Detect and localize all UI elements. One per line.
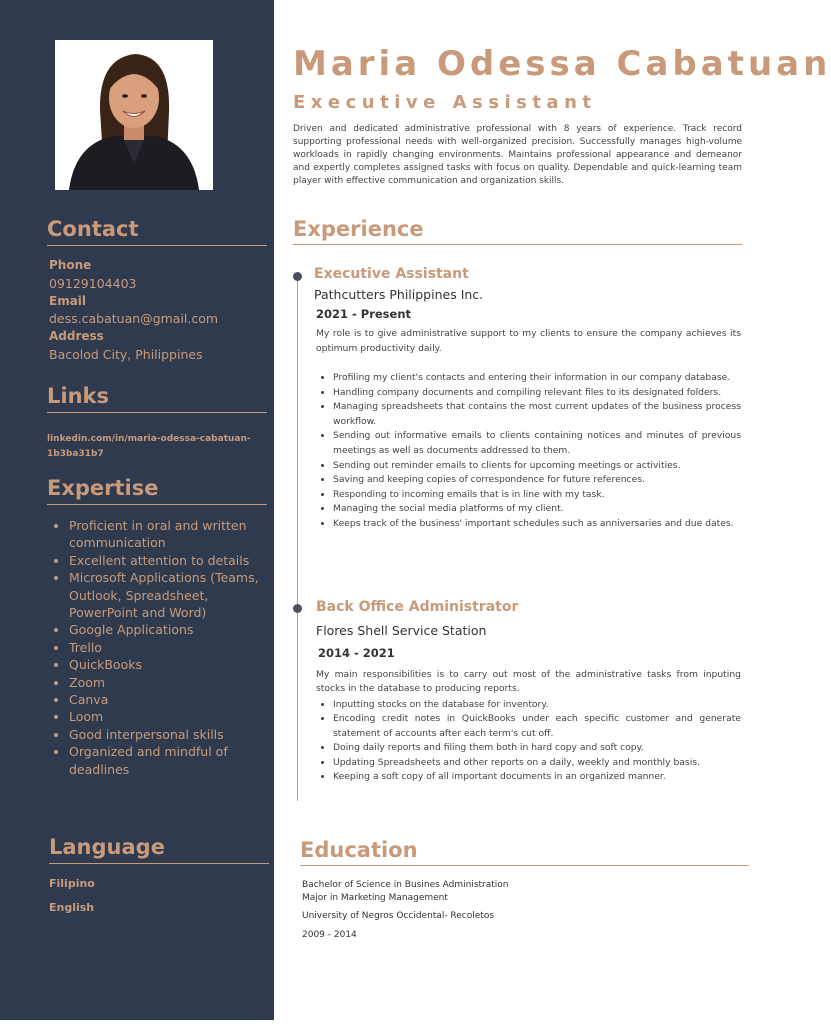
education-school: University of Negros Occidental- Recoletos [302, 911, 495, 921]
list-item: • Managing the social media platforms of my client. [333, 502, 741, 517]
education-years: 2009 - 2014 [302, 930, 357, 940]
list-item: • Keeping a soft copy of all important documents in an organized manner. [333, 770, 741, 784]
job-dates: 2021 - Present [316, 307, 412, 321]
list-item: • Good interpersonal skills [69, 726, 269, 743]
list-item: • Sending out informative emails to clients containing notices and minutes of previous meetings as well as documents addressed to them. [333, 429, 741, 458]
language-item: English [49, 901, 95, 914]
list-item: • QuickBooks [69, 656, 269, 673]
list-item: • Responding to incoming emails that is in line with my task. [333, 488, 741, 503]
job-description: My main responsibilities is to carry out most of the administrative tasks from inputing stocks in the database to producing reports. [316, 669, 741, 694]
job-title: Back Office Administrator [316, 599, 519, 615]
list-item: • Proficient in oral and written communication [69, 517, 269, 552]
list-item: • Doing daily reports and filing them both in hard copy and soft copy. [333, 741, 741, 755]
list-item: • Microsoft Applications (Teams, Outlook, Spreadsheet, PowerPoint and Word) [69, 569, 269, 621]
address-label: Address [49, 329, 104, 343]
list-item: • Encoding credit notes in QuickBooks under each specific customer and generate statement of accounts after each term's cut off. [333, 712, 741, 741]
phone-value[interactable]: 09129104403 [49, 276, 137, 291]
list-item: • Organized and mindful of deadlines [69, 743, 269, 778]
candidate-name: Maria Odessa Cabatuan [293, 44, 831, 84]
linkedin-link[interactable]: linkedin.com/in/maria-odessa-cabatuan-1b3ba31b7 [47, 434, 251, 459]
list-item: • Google Applications [69, 621, 269, 638]
experience-heading: Experience [293, 217, 742, 245]
company-name: Flores Shell Service Station [316, 623, 487, 638]
expertise-list [50, 517, 269, 778]
education-heading: Education [300, 838, 749, 866]
email-label: Email [49, 294, 87, 308]
list-item: • Profiling my client's contacts and entering their information in our company database. [333, 371, 741, 386]
candidate-role: Executive Assistant [293, 92, 597, 113]
list-item: • Saving and keeping copies of correspondence for future references. [333, 473, 741, 488]
list-item: • Updating Spreadsheets and other reports on a daily, weekly and monthly basis. [333, 756, 741, 770]
phone-label: Phone [49, 258, 92, 272]
list-item: • Loom [69, 708, 269, 725]
sidebar [0, 0, 274, 1020]
company-name: Pathcutters Philippines Inc. [314, 287, 484, 302]
list-item: • Keeps track of the business' important schedules such as anniversaries and due dates. [333, 517, 741, 532]
education-major: Major in Marketing Management [302, 893, 448, 903]
list-item: • Sending out reminder emails to clients for upcoming meetings or activities. [333, 459, 741, 474]
list-item: • Zoom [69, 674, 269, 691]
timeline-dot [293, 272, 302, 281]
list-item: • Inputting stocks on the database for inventory. [333, 698, 741, 712]
list-item: • Handling company documents and compiling relevant files to its designated folders. [333, 386, 741, 401]
expertise-heading: Expertise [47, 476, 267, 505]
summary-text: Driven and dedicated administrative professional with 8 years of experience. Track record supporting professional needs with well-organized precision. Successfully manages high-volume workloads in rapidly changing environments. Maintains professional appearance and demeanor and expertly completes assigned tasks with focus on quality. Dependable and quick-learning team player with effective communication and organization skills. [293, 124, 742, 186]
language-heading: Language [49, 835, 269, 864]
job-description: My role is to give administrative support to my clients to ensure the company achieves its optimum productivity daily. [316, 328, 741, 354]
contact-heading: Contact [47, 217, 267, 246]
list-item: • Canva [69, 691, 269, 708]
job-dates: 2014 - 2021 [318, 646, 395, 660]
job-bullets [316, 371, 741, 532]
timeline-dot [293, 604, 302, 613]
links-heading: Links [47, 384, 267, 413]
job-title: Executive Assistant [314, 266, 469, 282]
timeline-line [297, 278, 298, 801]
email-value[interactable]: dess.cabatuan@gmail.com [49, 311, 219, 326]
education-degree: Bachelor of Science in Busines Administration [302, 880, 509, 890]
list-item: • Excellent attention to details [69, 552, 269, 569]
profile-photo [55, 40, 213, 190]
job-bullets [316, 698, 741, 784]
list-item: • Managing spreadsheets that contains the most current updates of the business process workflow. [333, 400, 741, 429]
list-item: • Trello [69, 639, 269, 656]
address-value: Bacolod City, Philippines [49, 347, 203, 362]
language-item: Filipino [49, 877, 95, 890]
